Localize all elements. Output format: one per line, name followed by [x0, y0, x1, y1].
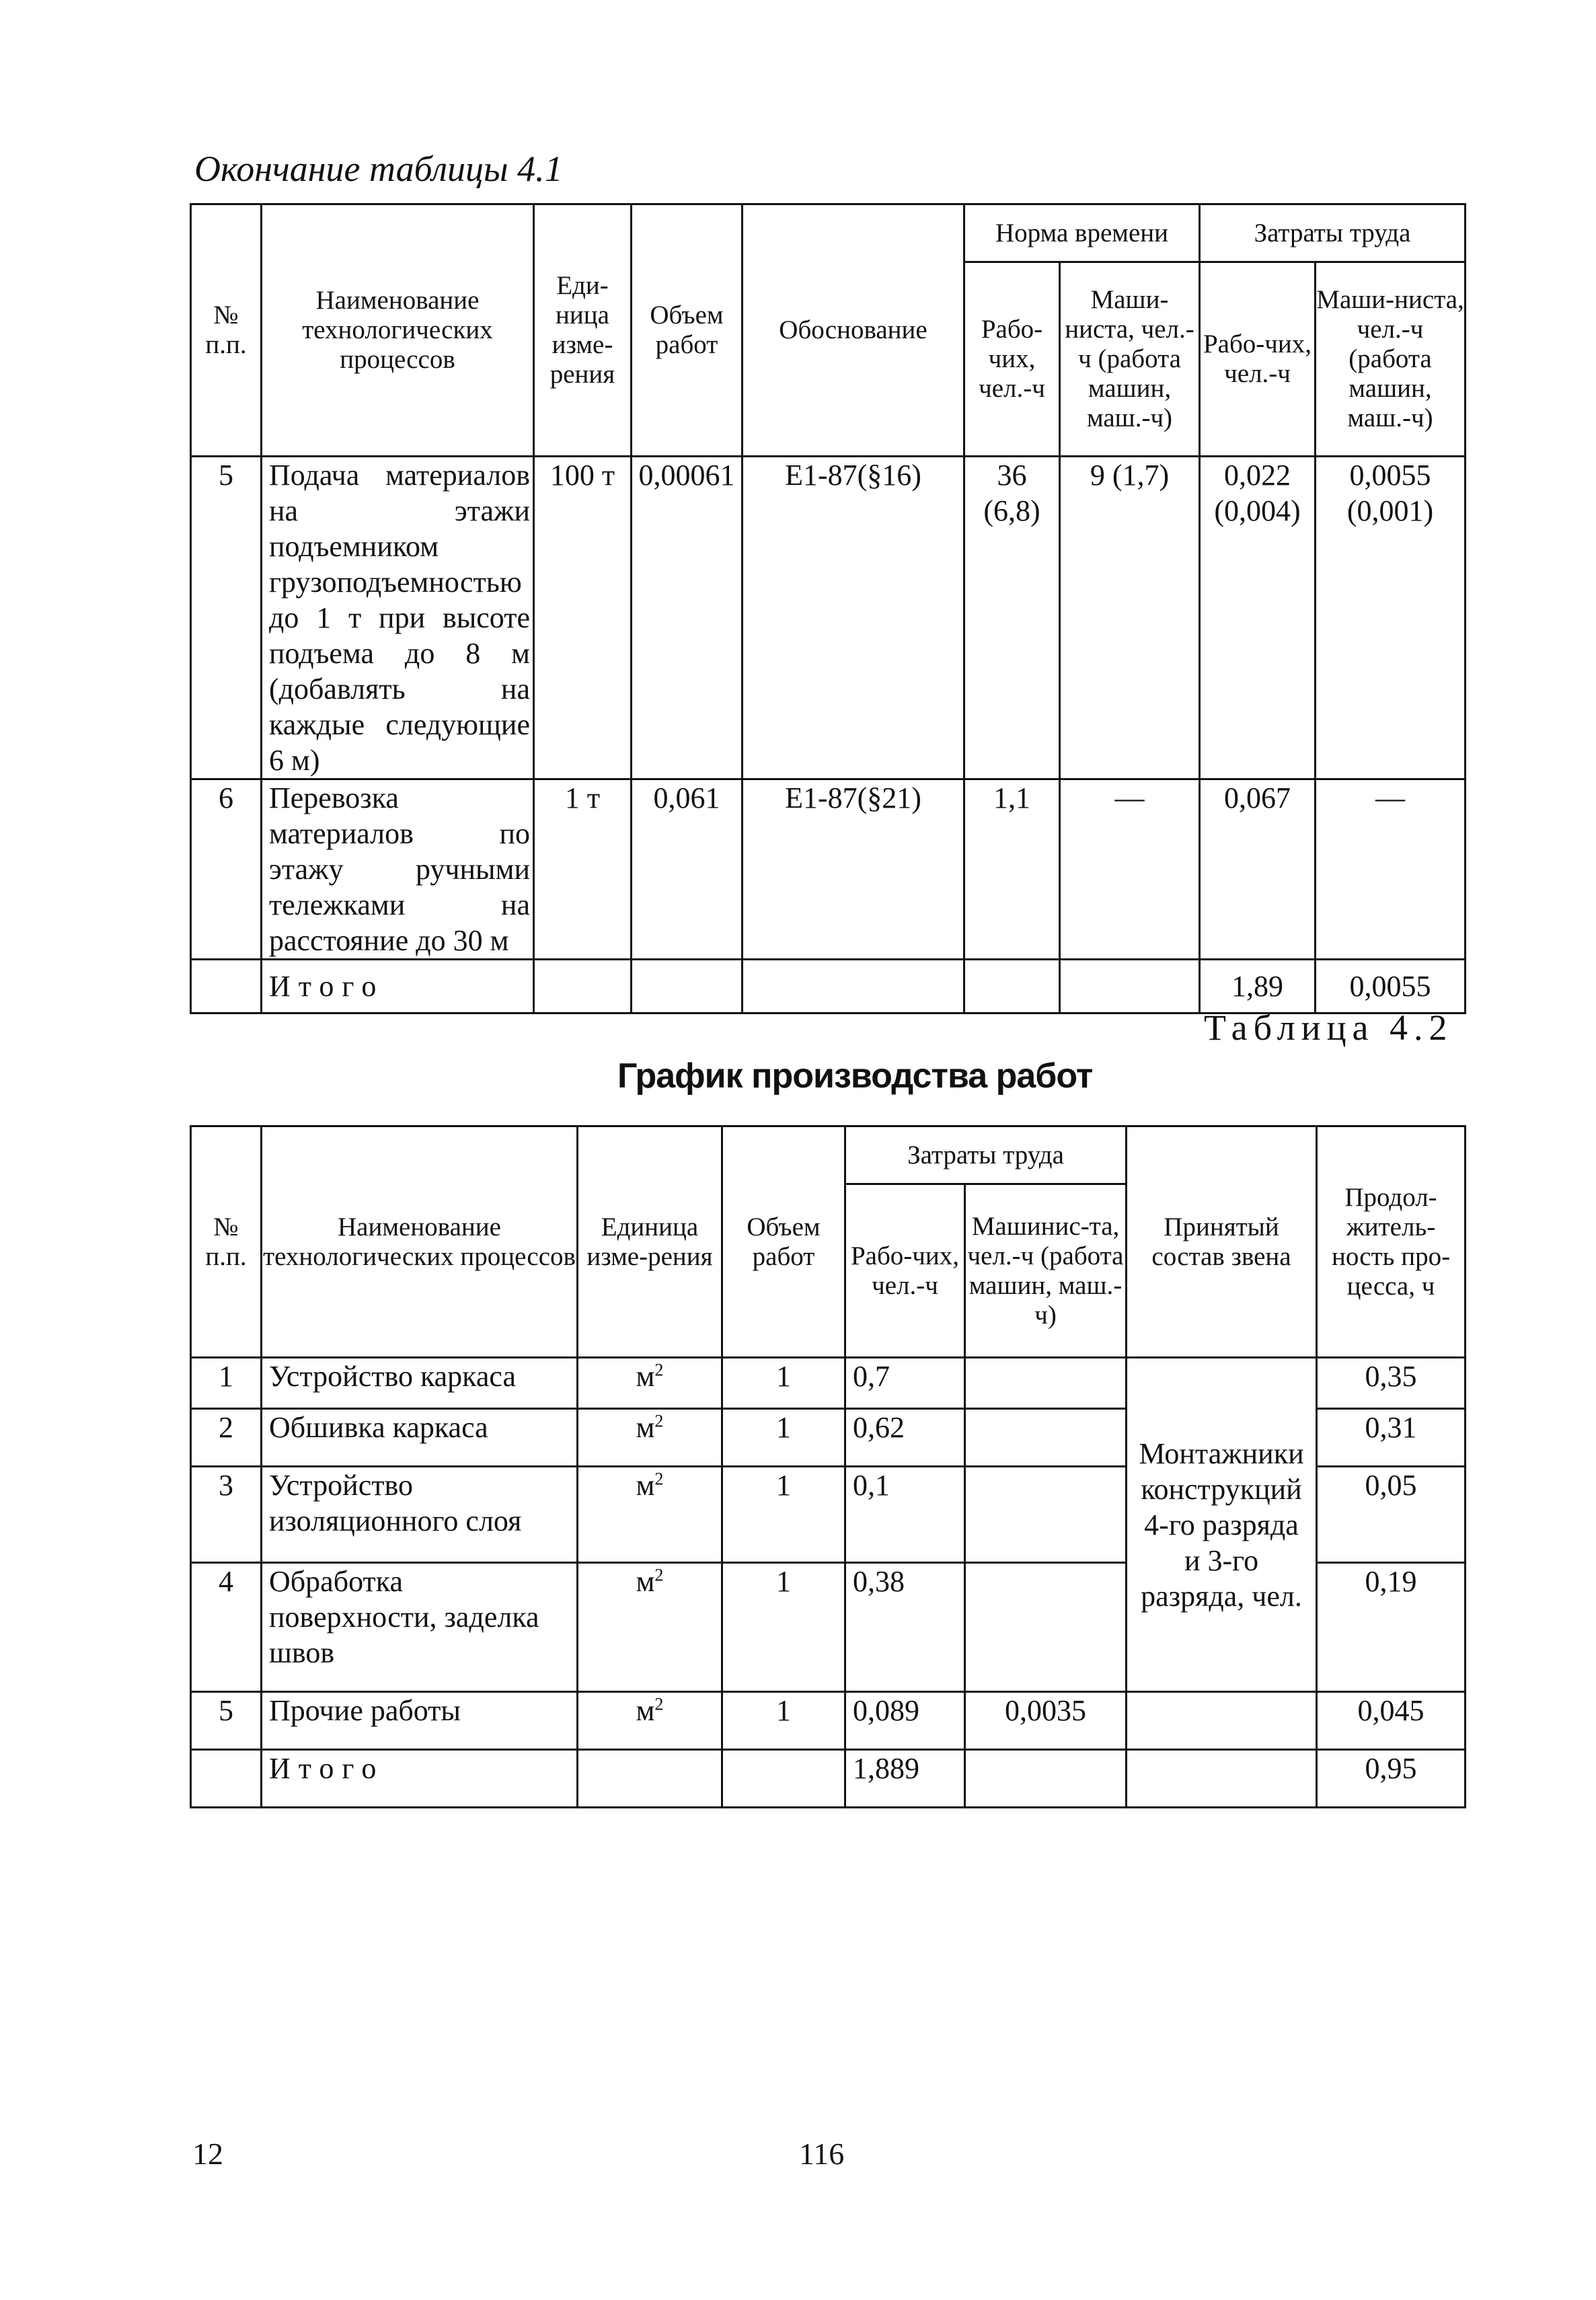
- cell-unit: $м^2$: [578, 1358, 722, 1409]
- cell-volume: 1: [722, 1409, 845, 1467]
- header-num: № п.п.: [191, 204, 262, 457]
- cell-cost-machinists: 0,0055 (0,001): [1316, 457, 1466, 779]
- header-unit: Единица изме-рения: [578, 1126, 722, 1358]
- total-label: Итого: [262, 1750, 578, 1808]
- cell-num: 5: [191, 1692, 262, 1750]
- table-4-1-end: [190, 203, 1466, 1014]
- cell-name: Перевозка материалов по этажу ручными тележками на расстояние до 30 м: [262, 779, 534, 960]
- cell-norm-workers: 1,1: [964, 779, 1060, 960]
- cell-name: Обшивка каркаса: [262, 1409, 578, 1467]
- table-4-2: [190, 1125, 1466, 1808]
- cell-basis: Е1-87(§21): [743, 779, 964, 960]
- cell-machinists: 0,0035: [965, 1692, 1127, 1750]
- header-cost-group: Затраты труда: [845, 1126, 1127, 1184]
- cell-workers: 0,62: [845, 1409, 965, 1467]
- cell-machinists: [965, 1563, 1127, 1692]
- cell-volume: 1: [722, 1358, 845, 1409]
- cell-num: 2: [191, 1409, 262, 1467]
- cell-norm-machinists: 9 (1,7): [1060, 457, 1200, 779]
- cell-norm-machinists: —: [1060, 779, 1200, 960]
- cell-duration: 0,31: [1317, 1409, 1466, 1467]
- table-row: [191, 457, 1466, 779]
- table-row: [191, 779, 1466, 960]
- header-workers: Рабо-чих, чел.-ч: [845, 1184, 965, 1358]
- cell-duration: 0,35: [1317, 1358, 1466, 1409]
- table-row: [191, 1692, 1466, 1750]
- cell-machinists: [965, 1467, 1127, 1563]
- header-volume: Объем работ: [722, 1126, 845, 1358]
- cell-volume: 0,061: [632, 779, 743, 960]
- cell-workers: 0,1: [845, 1467, 965, 1563]
- cell-name: Устройство изоляционного слоя: [262, 1467, 578, 1563]
- cell-volume: 1: [722, 1467, 845, 1563]
- cell-cost-workers: 0,067: [1200, 779, 1316, 960]
- page-number: 116: [799, 2137, 845, 2171]
- cell-duration: 0,05: [1317, 1467, 1466, 1563]
- cell-unit: $м^2$: [578, 1409, 722, 1467]
- cell-volume: 1: [722, 1692, 845, 1750]
- cell-workers: 0,38: [845, 1563, 965, 1692]
- table-title: График производства работ: [617, 1057, 1093, 1096]
- cell-num: 4: [191, 1563, 262, 1692]
- cell-cost-workers: 0,022 (0,004): [1200, 457, 1316, 779]
- header-machinists: Машинис-та, чел.-ч (работа машин, маш.-ч): [965, 1184, 1127, 1358]
- cell-workers: 0,089: [845, 1692, 965, 1750]
- cell-name: Обработка поверхности, заделка швов: [262, 1563, 578, 1692]
- cell-machinists: [965, 1409, 1127, 1467]
- table-row: [191, 1358, 1466, 1409]
- header-name: Наименование технологических процессов: [262, 1126, 578, 1358]
- cell-num: 3: [191, 1467, 262, 1563]
- total-cost-workers: 1,89: [1200, 960, 1316, 1013]
- cell-volume: 0,00061: [632, 457, 743, 779]
- total-label: Итого: [262, 960, 534, 1013]
- cell-machinists: [965, 1358, 1127, 1409]
- cell-unit: $м^2$: [578, 1563, 722, 1692]
- cell-name: Подача материалов на этажи подъемником грузоподъемностью до 1 т при высоте подъема до 8 м (добавлять на каждые следующие 6 м): [262, 457, 534, 779]
- cell-unit: 1 т: [534, 779, 632, 960]
- total-row: [191, 1750, 1466, 1808]
- crew-cell: Монтажники конструкций 4-го разряда и 3-го разряда, чел.: [1127, 1358, 1317, 1692]
- cell-unit: $м^2$: [578, 1692, 722, 1750]
- total-cost-machinists: 0,0055: [1316, 960, 1466, 1013]
- header-cost-group: Затраты труда: [1200, 204, 1466, 262]
- cell-num: 1: [191, 1358, 262, 1409]
- header-basis: Обоснование: [743, 204, 964, 457]
- footer-left-number: 12: [192, 2137, 223, 2171]
- header-duration: Продол-житель-ность про-цесса, ч: [1317, 1126, 1466, 1358]
- cell-duration: 0,045: [1317, 1692, 1466, 1750]
- total-workers: 1,889: [845, 1750, 965, 1808]
- cell-volume: 1: [722, 1563, 845, 1692]
- header-norm-workers: Рабо-чих, чел.-ч: [964, 262, 1060, 457]
- cell-norm-workers: 36 (6,8): [964, 457, 1060, 779]
- header-norm-machinists: Маши-ниста, чел.-ч (работа машин, маш.-ч): [1060, 262, 1200, 457]
- header-name: Наименование технологических процессов: [262, 204, 534, 457]
- header-unit: Еди-ница изме-рения: [534, 204, 632, 457]
- cell-unit: 100 т: [534, 457, 632, 779]
- header-num: № п.п.: [191, 1126, 262, 1358]
- cell-name: Прочие работы: [262, 1692, 578, 1750]
- total-duration: 0,95: [1317, 1750, 1466, 1808]
- header-crew: Принятый состав звена: [1127, 1126, 1317, 1358]
- cell-basis: Е1-87(§16): [743, 457, 964, 779]
- header-norm-group: Норма времени: [964, 204, 1200, 262]
- header-cost-machinists: Маши-ниста, чел.-ч (работа машин, маш.-ч): [1316, 262, 1466, 457]
- header-volume: Объем работ: [632, 204, 743, 457]
- cell-num: 5: [191, 457, 262, 779]
- cell-name: Устройство каркаса: [262, 1358, 578, 1409]
- cell-num: 6: [191, 779, 262, 960]
- cell-unit: $м^2$: [578, 1467, 722, 1563]
- cell-duration: 0,19: [1317, 1563, 1466, 1692]
- cell-cost-machinists: —: [1316, 779, 1466, 960]
- header-cost-workers: Рабо-чих, чел.-ч: [1200, 262, 1316, 457]
- total-row: [191, 960, 1466, 1013]
- table-number-label: Таблица 4.2: [1204, 1007, 1453, 1048]
- table-caption: Окончание таблицы 4.1: [194, 149, 563, 189]
- cell-workers: 0,7: [845, 1358, 965, 1409]
